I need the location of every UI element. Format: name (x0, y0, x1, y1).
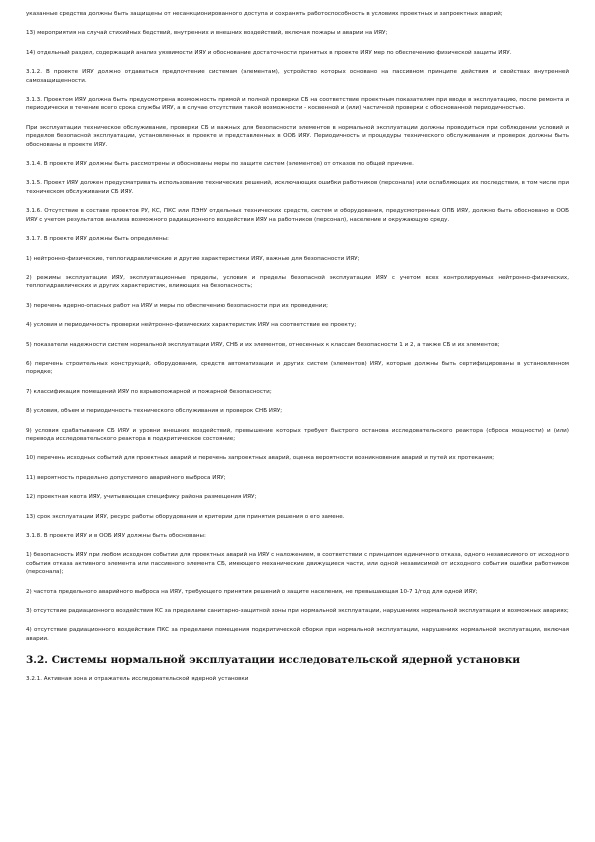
paragraph: 11) вероятность предельно допустимого аварийного выброса ИЯУ; (26, 474, 226, 481)
paragraph: 13) мероприятия на случай стихийных бедствий, внутренних и внешних воздействий, включая пожары и аварии на ИЯУ; (26, 30, 388, 37)
document-body (26, 10, 569, 643)
paragraph: 9) условия срабатывания СБ ИЯУ и уровни внешних воздействий, превышение которых требует быстрого останова исследовательского реактора (сброса мощности) и (или) перевода исследовательского реактора в подкритическое состояние; (26, 427, 569, 442)
paragraph: 3) отсутствие радиационного воздействия КС за пределами санитарно-защитной зоны при нормальной эксплуатации, нарушениях нормальной эксплуатации и возможных авариях; (26, 608, 569, 615)
paragraph: 3.1.3. Проектом ИЯУ должна быть предусмотрена возможность прямой и полной проверки СБ на соответствие проектным показателям при вводе в эксплуатацию, после ремонта и периодически в течение всего срока службы ИЯУ, а в случае отсутствия такой возможности - косвенной и (или) частичной проверки с обоснованной периодичностью. (26, 97, 569, 112)
paragraph: указанные средства должны быть защищены от несанкционированного доступа и сохранять работоспособность в условиях проектных и запроектных аварий; (26, 11, 503, 17)
paragraph: 14) отдельный раздел, содержащий анализ уязвимости ИЯУ и обоснование достаточности принятых в проекте ИЯУ мер по обеспечению физической защиты ИЯУ. (26, 49, 512, 56)
paragraph: 5) показатели надежности систем нормальной эксплуатации ИЯУ, СНБ и их элементов, отнесенных к классам безопасности 1 и 2, а также СБ и их элементов; (26, 341, 500, 348)
subsection-title: 3.2.1. Активная зона и отражатель исследовательской ядерной установки (26, 676, 249, 683)
paragraph: 2) частота предельного аварийного выброса на ИЯУ, требующего принятия решений о защите населения, не превышающая 10-7 1/год для одной ИЯУ; (26, 588, 478, 595)
paragraph: 12) проектная квота ИЯУ, учитывающая специфику района размещения ИЯУ; (26, 494, 257, 501)
paragraph: 4) условия и периодичность проверки нейтронно-физических характеристик ИЯУ на соответствие ее проекту; (26, 322, 357, 329)
paragraph: 3.1.2. В проекте ИЯУ должно отдаваться предпочтение системам (элементам), устройство которых основано на пассивном принципе действия и свойствах внутренней самозащищенности. (26, 69, 569, 84)
paragraph: 10) перечень исходных событий для проектных аварий и перечень запроектных аварий, оценка вероятности возникновения аварий и путей их протекания; (26, 455, 495, 462)
paragraph: 3) перечень ядерно-опасных работ на ИЯУ и меры по обеспечению безопасности при их проведении; (26, 302, 328, 309)
paragraph: 6) перечень строительных конструкций, оборудования, средств автоматизации и других систем (элементов) ИЯУ, которые должны быть сертифицированы в установленном порядке; (26, 360, 569, 376)
paragraph: 13) срок эксплуатации ИЯУ, ресурс работы оборудования и критерии для принятия решения о его замене. (26, 513, 345, 520)
paragraph: 3.1.6. Отсутствие в составе проектов РУ, КС, ПКС или ПЭНУ отдельных технических средств, систем и оборудования, предусмотренных ОПБ ИЯУ, должно быть обосновано в ООБ ИЯУ с учетом результатов анализа возможного радиационного воздействия ИЯУ на работников (персонал), население и окружающую среду. (26, 208, 569, 223)
paragraph: При эксплуатации техническое обслуживание, проверки СБ и важных для безопасности элементов в нормальной эксплуатации должны проводиться при соблюдении условий и пределов безопасной эксплуатации, установленных в проекте и представленных в ООБ ИЯУ. Периодичность и процедуры технического обслуживания и проверок должны быть обоснованы в проекте ИЯУ. (26, 124, 569, 148)
paragraph: 4) отсутствие радиационного воздействия ПКС за пределами помещения подкритической сборки при нормальной эксплуатации, нарушениях нормальной эксплуатации, включая аварии. (26, 627, 569, 642)
paragraph: 7) классификация помещений ИЯУ по взрывопожарной и пожарной безопасности; (26, 388, 272, 395)
paragraph: 1) нейтронно-физические, теплогидравлические и другие характеристики ИЯУ, важные для безопасности ИЯУ; (26, 255, 360, 262)
paragraph: 3.1.4. В проекте ИЯУ должны быть рассмотрены и обоснованы меры по защите систем (элементов) от отказов по общей причине. (26, 161, 414, 168)
paragraph: 8) условия, объем и периодичность технического обслуживания и проверок СНБ ИЯУ; (26, 408, 283, 415)
paragraph: 3.1.5. Проект ИЯУ должен предусматривать использование технических решений, исключающих ошибки работников (персонала) или ослабляющих их последствия, в том числе при техническом обслуживании СБ ИЯУ. (26, 180, 569, 195)
paragraph: 2) режимы эксплуатации ИЯУ, эксплуатационные пределы, условия и пределы безопасной эксплуатации ИЯУ с учетом всех контролируемых нейтронно-физических, теплогидравлических и других характеристик, влияющих на безопасность; (26, 274, 569, 290)
paragraph: 3.1.8. В проекте ИЯУ и в ООБ ИЯУ должны быть обоснованы: (26, 533, 206, 539)
section-heading: 3.2. Системы нормальной эксплуатации исследовательской ядерной установки (26, 654, 521, 667)
paragraph: 3.1.7. В проекте ИЯУ должны быть определены: (26, 236, 169, 243)
paragraph: 1) безопасность ИЯУ при любом исходном событии для проектных аварий на ИЯУ с наложением, в соответствии с принципом единичного отказа, одного независимого от исходного события отказа активного элемента или пассивного элемента СБ, имеющего механические движущиеся части, или одной независимой от исходного события ошибки работников (персонала); (26, 552, 569, 576)
